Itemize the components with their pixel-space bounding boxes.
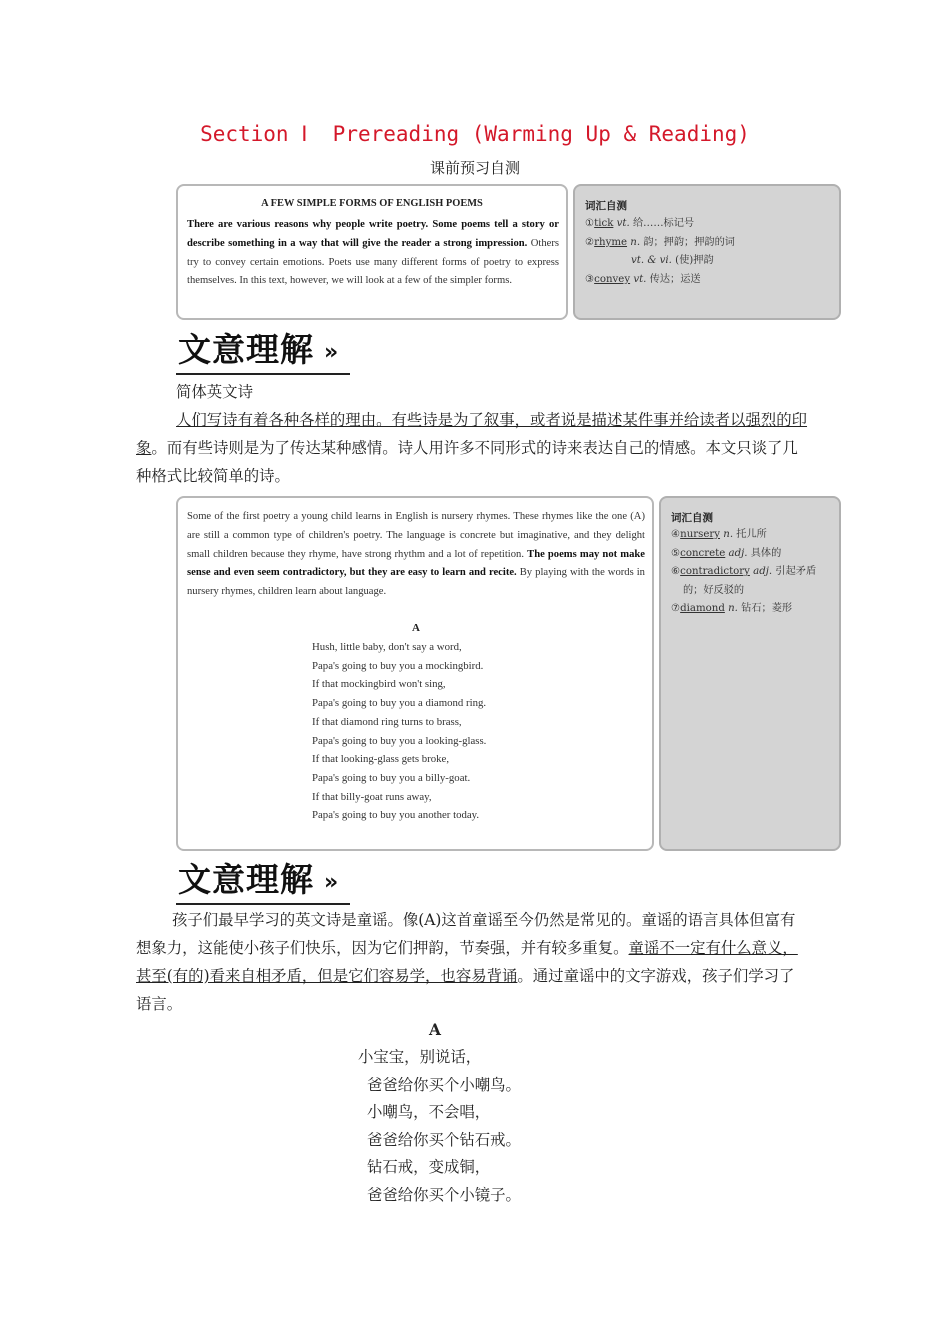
- vocab-item: vt. & vi. (使)押韵: [631, 255, 714, 267]
- passage-2-normal-text-2: By playing with the words in nursery rhymes, children learn about language.: [187, 567, 645, 598]
- passage-normal-text: Others try to convey certain emotions. Poets use many different forms of poetry to express themselves. In this text, however, we will look at a few of the simpler forms.: [187, 237, 559, 287]
- page-title: Section Ⅰ Prereading (Warming Up & Reading): [200, 122, 750, 146]
- cn-paragraph-2: [136, 906, 808, 1018]
- vocab-box-2: [659, 496, 841, 851]
- passage-2-normal-text-1: Some of the first poetry a young child learns in English is nursery rhymes. These rhymes like the one (A) are still a common type of children's poetry. The language is concrete but imaginative, and they delight small children because they rhyme, have strong rhythm and a lot of repetition.: [187, 511, 645, 560]
- passage-2-text: [187, 508, 645, 602]
- vocab-item: ④nursery n. 托儿所: [671, 529, 767, 540]
- page-subtitle: 课前预习自测: [429, 159, 520, 177]
- cn-paragraph-1-underlined: 人们写诗有着各种各样的理由。有些诗是为了叙事，或者说是描述某件事并给读者以强烈的印象: [136, 411, 808, 457]
- vocab-heading-2: 词汇自测: [671, 512, 713, 524]
- vocab-word: rhyme: [594, 236, 628, 248]
- vocab-item: ③convey vt. 传达；运送: [585, 273, 701, 285]
- vocab-heading: 词汇自测: [585, 200, 627, 212]
- passage-bold-text: There are various reasons why people write poetry. Some poems tell a story or describe something in a way that will give the reader a strong impression.: [187, 219, 559, 249]
- passage-text: [187, 216, 559, 291]
- poem-line: Papa's going to buy you another today.: [312, 809, 480, 822]
- vocab-item: ⑥contradictory adj. 引起矛盾: [671, 566, 817, 578]
- cn-poem-line: 爸爸给你买个小镜子。: [367, 1185, 521, 1204]
- passage-2-bold-text: The poems may not make sense and even seem contradictory, but they are easy to learn and recite.: [187, 548, 645, 579]
- cn-paragraph-2-underlined: 童谣不一定有什么意义，甚至(有的)看来自相矛盾，但是它们容易学，也容易背诵: [136, 939, 798, 985]
- vocab-word: contradictory: [680, 566, 750, 578]
- passage-box-2: [176, 496, 654, 851]
- poem-english: [312, 638, 486, 825]
- double-chevron-icon: »: [324, 870, 339, 895]
- cn-poem-line: 爸爸给你买个小嘲鸟。: [367, 1075, 521, 1094]
- cn-poem-line: 爸爸给你买个钻石戒。: [367, 1130, 521, 1149]
- poem-line: Papa's going to buy you a mockingbird.: [312, 659, 484, 672]
- section-banner: [176, 330, 352, 376]
- vocab-item: ②rhyme n. 韵；押韵；押韵的词: [585, 236, 735, 248]
- poem-line: If that billy-goat runs away,: [312, 790, 432, 803]
- section-banner-text-2: 文意理解: [178, 860, 314, 899]
- vocab-word: nursery: [680, 529, 721, 540]
- poem-line: If that looking-glass gets broke,: [312, 753, 450, 766]
- cn-paragraph-1: [136, 406, 812, 490]
- vocab-item: ①tick vt. 给……标记号: [585, 218, 695, 229]
- cn-paragraph-2-part1: 孩子们最早学习的英文诗是童谣。像(A)这首童谣至今仍然是常见的。童谣的语言具体但富有想象力，这能使小孩子们快乐，因为它们押韵，节奏强，并有较多重复。: [136, 911, 796, 957]
- passage-heading: A FEW SIMPLE FORMS OF ENGLISH POEMS: [261, 198, 483, 209]
- poem-heading: A: [412, 622, 420, 634]
- cn-poem-heading: A: [429, 1021, 441, 1039]
- vocab-word: diamond: [680, 603, 725, 615]
- vocab-item: ⑦diamond n. 钻石；菱形: [671, 603, 793, 615]
- section-banner-text: 文意理解: [178, 330, 314, 369]
- passage-box-1: [176, 184, 568, 320]
- vocab-item: 的；好反驳的: [683, 584, 745, 596]
- vocab-item: ⑤concrete adj. 具体的: [671, 547, 782, 559]
- vocab-word: tick: [594, 218, 614, 229]
- poem-line: If that diamond ring turns to brass,: [312, 715, 462, 728]
- cn-poem-line: 小嘲鸟，不会唱，: [367, 1103, 491, 1122]
- cn-paragraph-2-part2: 。通过童谣中的文字游戏，孩子们学习了语言。: [136, 967, 795, 1013]
- section-banner-2: [176, 860, 352, 906]
- poem-line: If that mockingbird won't sing,: [312, 678, 446, 691]
- cn-poem-line: 钻石戒，变成铜，: [367, 1158, 491, 1177]
- cn-poem-line: 小宝宝，别说话，: [358, 1048, 482, 1066]
- poem-line: Papa's going to buy you a diamond ring.: [312, 697, 487, 710]
- vocab-word: concrete: [680, 547, 726, 559]
- cn-paragraph-1-rest: 。而有些诗则是为了传达某种感情。诗人用许多不同形式的诗来表达自己的情感。本文只谈了几种格式比较简单的诗。: [136, 439, 798, 485]
- vocab-box-1: [573, 184, 841, 320]
- poem-line: Papa's going to buy you a looking-glass.: [312, 734, 487, 747]
- vocab-word: convey: [594, 273, 631, 285]
- cn-title: 简体英文诗: [176, 383, 253, 401]
- double-chevron-icon: »: [324, 340, 339, 365]
- poem-line: Papa's going to buy you a billy-goat.: [312, 771, 471, 784]
- poem-line: Hush, little baby, don't say a word,: [312, 641, 462, 653]
- poem-chinese: [358, 1044, 521, 1210]
